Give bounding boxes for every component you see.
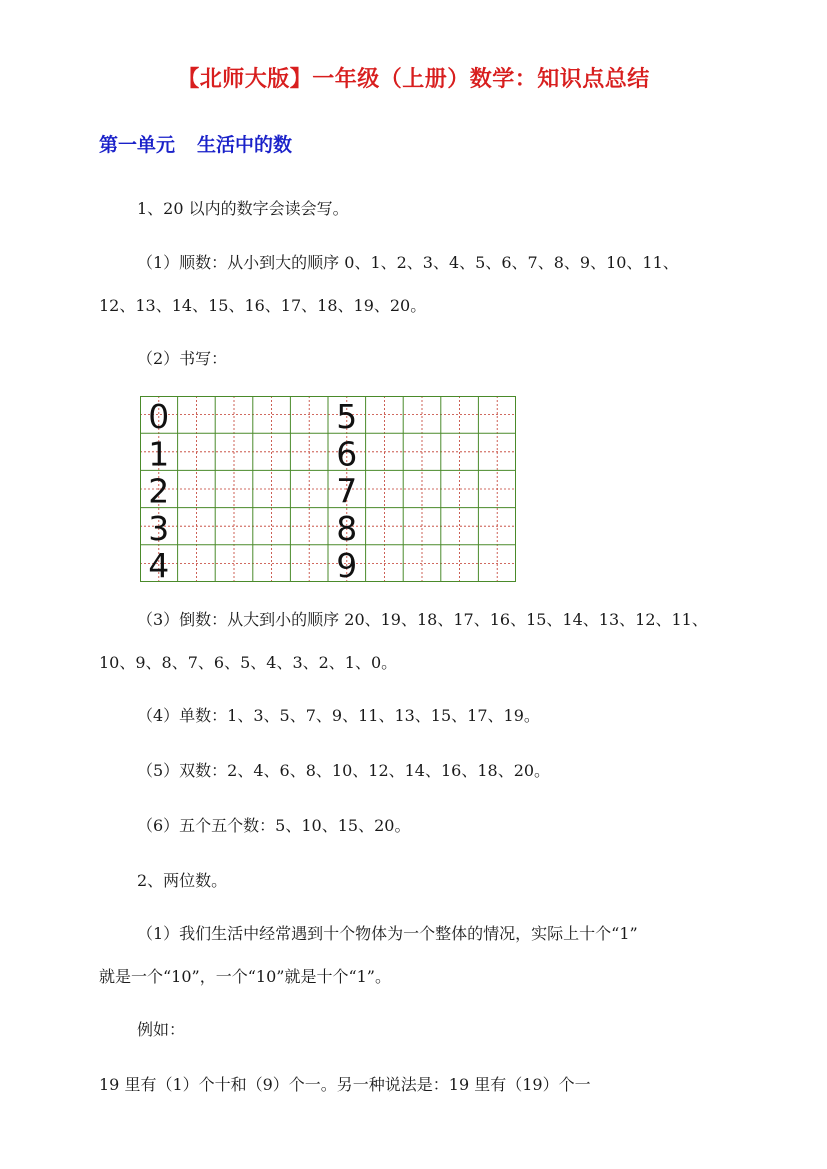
writing-heading: （2）书写： [137, 349, 228, 368]
document-title: 【北师大版】一年级（上册）数学：知识点总结 [177, 67, 650, 92]
even-numbers-line: （5）双数：2、4、6、8、10、12、14、16、18、20。 [137, 761, 551, 780]
sample-digit-3: 3 [148, 508, 170, 548]
ascending-order-line: （1）顺数：从小到大的顺序 0、1、2、3、4、5、6、7、8、9、10、11、 [137, 253, 679, 272]
sample-digit-5: 5 [336, 397, 358, 437]
descending-order-continued: 10、9、8、7、6、5、4、3、2、1、0。 [99, 653, 398, 672]
digit-writing-grid [140, 396, 516, 582]
section-1-heading: 1、20 以内的数字会读会写。 [137, 199, 349, 218]
sample-digit-1: 1 [148, 434, 170, 474]
sample-digit-6: 6 [336, 434, 358, 474]
odd-numbers-line: （4）单数：1、3、5、7、9、11、13、15、17、19。 [137, 706, 540, 725]
sample-digit-4: 4 [148, 546, 170, 582]
sample-digit-2: 2 [148, 471, 170, 511]
example-label: 例如： [137, 1020, 186, 1039]
count-by-fives-line: （6）五个五个数：5、10、15、20。 [137, 816, 411, 835]
two-digit-explanation-line: （1）我们生活中经常遇到十个物体为一个整体的情况，实际上十个“1” [137, 924, 638, 943]
descending-order-line: （3）倒数：从大到小的顺序 20、19、18、17、16、15、14、13、12、11、 [137, 610, 708, 629]
unit-number: 第一单元 [99, 134, 176, 156]
sample-digit-7: 7 [336, 471, 358, 511]
example-line: 19 里有（1）个十和（9）个一。另一种说法是：19 里有（19）个一 [99, 1075, 591, 1094]
unit-title: 生活中的数 [197, 134, 293, 156]
writing-grid-svg [140, 396, 516, 582]
unit-heading [99, 130, 292, 157]
two-digit-explanation-continued: 就是一个“10”，一个“10”就是十个“1”。 [99, 967, 391, 986]
sample-digit-8: 8 [336, 508, 358, 548]
ascending-order-continued: 12、13、14、15、16、17、18、19、20。 [99, 296, 427, 315]
sample-digit-0: 0 [148, 397, 170, 437]
section-2-heading: 2、两位数。 [137, 871, 228, 890]
sample-digit-9: 9 [336, 546, 358, 582]
